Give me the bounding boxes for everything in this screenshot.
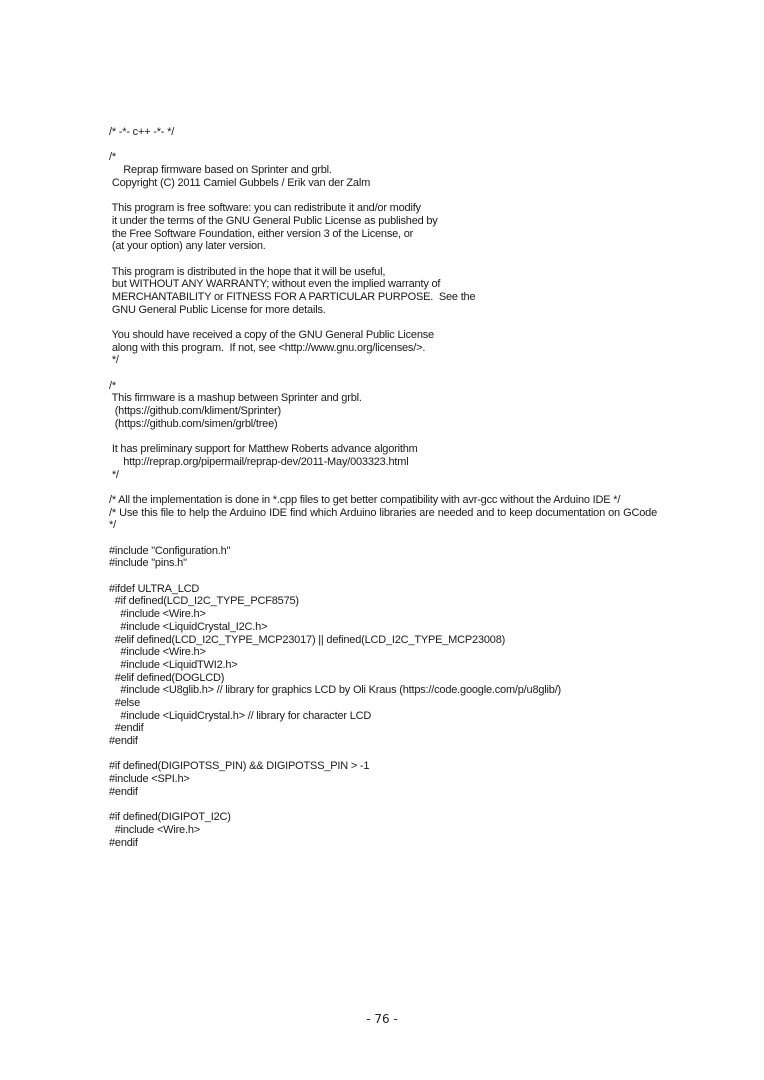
code-line: #else xyxy=(109,696,141,709)
code-line xyxy=(109,431,669,444)
code-line: #include <LiquidCrystal_I2C.h> xyxy=(109,620,268,633)
code-line: #endif xyxy=(109,722,144,735)
code-line: */ xyxy=(109,354,119,367)
code-line: GNU General Public License for more details. xyxy=(109,303,326,316)
code-line: #endif xyxy=(109,785,138,798)
code-line: /* xyxy=(109,151,116,164)
code-line: #if defined(DIGIPOTSS_PIN) && DIGIPOTSS_PIN > -1 xyxy=(109,760,370,773)
code-line xyxy=(109,481,669,494)
code-line: #include "pins.h" xyxy=(109,557,187,570)
code-line xyxy=(109,532,669,545)
code-line: (https://github.com/simen/grbl/tree) xyxy=(109,417,278,430)
code-line: #include <Wire.h> xyxy=(109,646,206,659)
code-line xyxy=(109,748,669,761)
code-line: #include <Wire.h> xyxy=(109,608,206,621)
code-line xyxy=(109,316,669,329)
code-line: /* Use this file to help the Arduino IDE find which Arduino libraries are needed and to keep documentation on GCode xyxy=(109,506,657,519)
code-line: #include <SPI.h> xyxy=(109,773,190,786)
page-number: - 76 - xyxy=(366,1012,398,1026)
code-line: */ xyxy=(109,468,119,481)
code-line: #include <Wire.h> xyxy=(109,823,200,836)
code-line xyxy=(109,798,669,811)
source-code-listing xyxy=(109,126,669,849)
code-line: #include <LiquidCrystal.h> // library for character LCD xyxy=(109,709,372,722)
code-line xyxy=(109,139,669,152)
code-line: #include <LiquidTWI2.h> xyxy=(109,658,238,671)
code-line: /* xyxy=(109,379,116,392)
code-line xyxy=(109,253,669,266)
code-line: #if defined(DIGIPOT_I2C) xyxy=(109,811,231,824)
code-line: /* -*- c++ -*- */ xyxy=(109,126,175,138)
code-line: Reprap firmware based on Sprinter and grbl. xyxy=(109,164,332,177)
code-line: #include <U8glib.h> // library for graphics LCD by Oli Kraus (https://code.google.com/p/u8glib/) xyxy=(109,684,562,697)
code-line: */ xyxy=(109,519,116,532)
code-line: http://reprap.org/pipermail/reprap-dev/2011-May/003323.html xyxy=(109,455,409,468)
code-line: #endif xyxy=(109,836,138,849)
code-line: #elif defined(LCD_I2C_TYPE_MCP23017) || defined(LCD_I2C_TYPE_MCP23008) xyxy=(109,633,506,646)
code-line: /* All the implementation is done in *.cpp files to get better compatibility with avr-gcc without the Arduino IDE */ xyxy=(109,493,621,506)
code-line: This firmware is a mashup between Sprinter and grbl. xyxy=(109,392,362,405)
code-line xyxy=(109,367,669,380)
code-line: (https://github.com/kliment/Sprinter) xyxy=(109,405,281,418)
code-line: #endif xyxy=(109,735,138,747)
code-line xyxy=(109,189,669,202)
code-line: the Free Software Foundation, either version 3 of the License, or xyxy=(109,227,414,240)
code-line: it under the terms of the GNU General Public License as published by xyxy=(109,214,438,227)
code-line: #include "Configuration.h" xyxy=(109,544,231,557)
code-line: #if defined(LCD_I2C_TYPE_PCF8575) xyxy=(109,595,299,608)
code-line: This program is distributed in the hope that it will be useful, xyxy=(109,265,386,278)
code-line: along with this program. If not, see <http://www.gnu.org/licenses/>. xyxy=(109,341,426,354)
code-line: but WITHOUT ANY WARRANTY; without even the implied warranty of xyxy=(109,278,441,291)
code-line: MERCHANTABILITY or FITNESS FOR A PARTICULAR PURPOSE. See the xyxy=(109,290,476,303)
code-line: (at your option) any later version. xyxy=(109,240,266,253)
code-line xyxy=(109,570,669,583)
code-line: #ifdef ULTRA_LCD xyxy=(109,582,200,595)
code-line: It has preliminary support for Matthew Roberts advance algorithm xyxy=(109,443,418,456)
code-line: This program is free software: you can redistribute it and/or modify xyxy=(109,202,421,215)
code-line: You should have received a copy of the GNU General Public License xyxy=(109,329,434,341)
code-line: Copyright (C) 2011 Camiel Gubbels / Erik van der Zalm xyxy=(109,176,371,189)
code-line: #elif defined(DOGLCD) xyxy=(109,671,225,684)
